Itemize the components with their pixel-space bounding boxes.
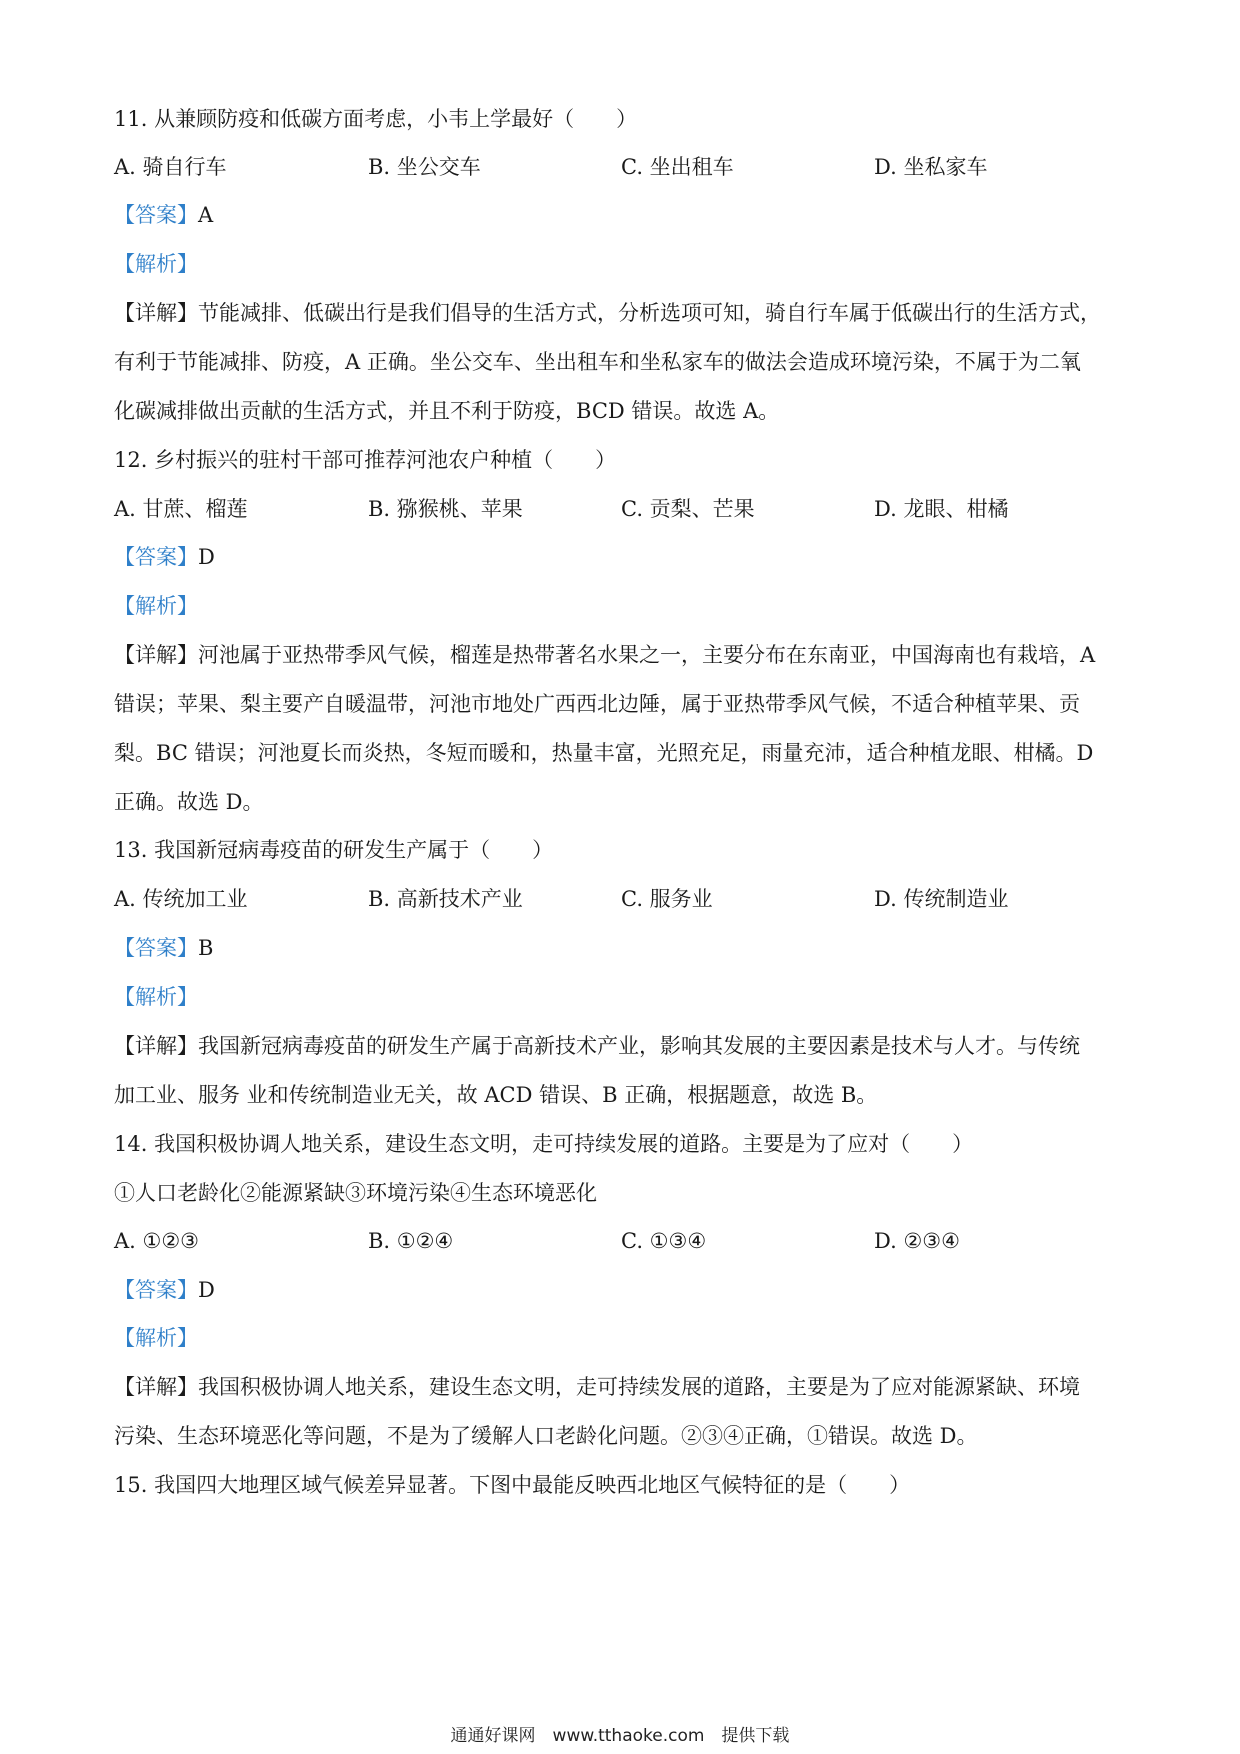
q14-analysis: [114, 1323, 1134, 1353]
detail-text: 河池属于亚热带季风气候，榴莲是热带著名水果之一，主要分布在东南亚，中国海南也有栽培，A: [198, 643, 1096, 667]
q12-stem: 12. 乡村振兴的驻村干部可推荐河池农户种植（ ）: [114, 448, 617, 472]
q12-analysis: [114, 591, 1134, 621]
answer-tag: 【答案】: [114, 545, 198, 569]
q11-analysis: [114, 249, 1134, 279]
q11-option-d: D. 坐私家车: [874, 155, 988, 179]
q13-option-a: A. 传统加工业: [114, 887, 248, 911]
q14-detail-line-1: [114, 1372, 1134, 1402]
q11-detail-line-3: 化碳减排做出贡献的生活方式，并且不利于防疫，BCD 错误。故选 A。: [114, 399, 780, 423]
page-footer: 通通好课网 www.tthaoke.com 提供下载: [450, 1726, 790, 1746]
q12-detail-line-4: 正确。故选 D。: [114, 790, 264, 814]
q13-answer: [114, 933, 1134, 963]
q12-detail-line-1: [114, 640, 1134, 670]
q13-stem: 13. 我国新冠病毒疫苗的研发生产属于（ ）: [114, 838, 554, 862]
analysis-tag: 【解析】: [114, 1326, 198, 1350]
q14-options: [114, 1226, 1134, 1256]
answer-tag: 【答案】: [114, 936, 198, 960]
q13-options: [114, 884, 1134, 914]
analysis-tag: 【解析】: [114, 252, 198, 276]
q14-stem: 14. 我国积极协调人地关系，建设生态文明，走可持续发展的道路。主要是为了应对（ ）: [114, 1132, 974, 1156]
answer-value: D: [198, 1278, 215, 1302]
q11-answer: [114, 200, 1134, 230]
q14-answer: [114, 1275, 1134, 1305]
analysis-tag: 【解析】: [114, 985, 198, 1009]
q12-detail-line-3: 梨。BC 错误；河池夏长而炎热，冬短而暖和，热量丰富，光照充足，雨量充沛，适合种植龙眼、柑橘。D: [114, 741, 1094, 765]
q14-sub-items: ①人口老龄化②能源紧缺③环境污染④生态环境恶化: [114, 1181, 597, 1205]
q14-option-a: A. ①②③: [114, 1229, 199, 1253]
q13-option-d: D. 传统制造业: [874, 887, 1009, 911]
answer-value: D: [198, 545, 215, 569]
q12-option-c: C. 贡梨、芒果: [621, 497, 755, 521]
answer-value: A: [198, 203, 214, 227]
detail-tag: 【详解】: [114, 643, 198, 667]
q13-option-c: C. 服务业: [621, 887, 713, 911]
detail-tag: 【详解】: [114, 1375, 198, 1399]
q11-stem: 11. 从兼顾防疫和低碳方面考虑，小韦上学最好（ ）: [114, 107, 638, 131]
q12-option-b: B. 猕猴桃、苹果: [368, 497, 523, 521]
q13-detail-line-2: 加工业、服务 业和传统制造业无关，故 ACD 错误、B 正确，根据题意，故选 B。: [114, 1083, 878, 1107]
answer-value: B: [198, 936, 214, 960]
answer-tag: 【答案】: [114, 1278, 198, 1302]
q14-option-b: B. ①②④: [368, 1229, 454, 1253]
answer-tag: 【答案】: [114, 203, 198, 227]
detail-tag: 【详解】: [114, 1034, 198, 1058]
q11-option-c: C. 坐出租车: [621, 155, 734, 179]
q12-answer: [114, 542, 1134, 572]
q12-option-a: A. 甘蔗、榴莲: [114, 497, 248, 521]
q14-option-c: C. ①③④: [621, 1229, 707, 1253]
q11-option-a: A. 骑自行车: [114, 155, 227, 179]
q11-detail-line-2: 有利于节能减排、防疫，A 正确。坐公交车、坐出租车和坐私家车的做法会造成环境污染，不属于为二氧: [114, 350, 1081, 374]
q13-option-b: B. 高新技术产业: [368, 887, 523, 911]
q13-detail-line-1: [114, 1031, 1134, 1061]
detail-text: 我国积极协调人地关系，建设生态文明，走可持续发展的道路，主要是为了应对能源紧缺、环境: [198, 1375, 1080, 1399]
q14-option-d: D. ②③④: [874, 1229, 960, 1253]
analysis-tag: 【解析】: [114, 594, 198, 618]
q15-stem: 15. 我国四大地理区域气候差异显著。下图中最能反映西北地区气候特征的是（ ）: [114, 1473, 911, 1497]
q12-options: [114, 494, 1134, 524]
q11-options: [114, 152, 1134, 182]
q11-option-b: B. 坐公交车: [368, 155, 481, 179]
q12-detail-line-2: 错误；苹果、梨主要产自暖温带，河池市地处广西西北边陲，属于亚热带季风气候，不适合种植苹果、贡: [114, 692, 1080, 716]
q14-detail-line-2: 污染、生态环境恶化等问题，不是为了缓解人口老龄化问题。②③④正确，①错误。故选 D。: [114, 1424, 978, 1448]
detail-tag: 【详解】: [114, 301, 198, 325]
q12-option-d: D. 龙眼、柑橘: [874, 497, 1009, 521]
q13-analysis: [114, 982, 1134, 1012]
detail-text: 我国新冠病毒疫苗的研发生产属于高新技术产业，影响其发展的主要因素是技术与人才。与传统: [198, 1034, 1080, 1058]
q11-detail-line-1: [114, 298, 1134, 328]
detail-text: 节能减排、低碳出行是我们倡导的生活方式，分析选项可知，骑自行车属于低碳出行的生活方式，: [198, 301, 1101, 325]
